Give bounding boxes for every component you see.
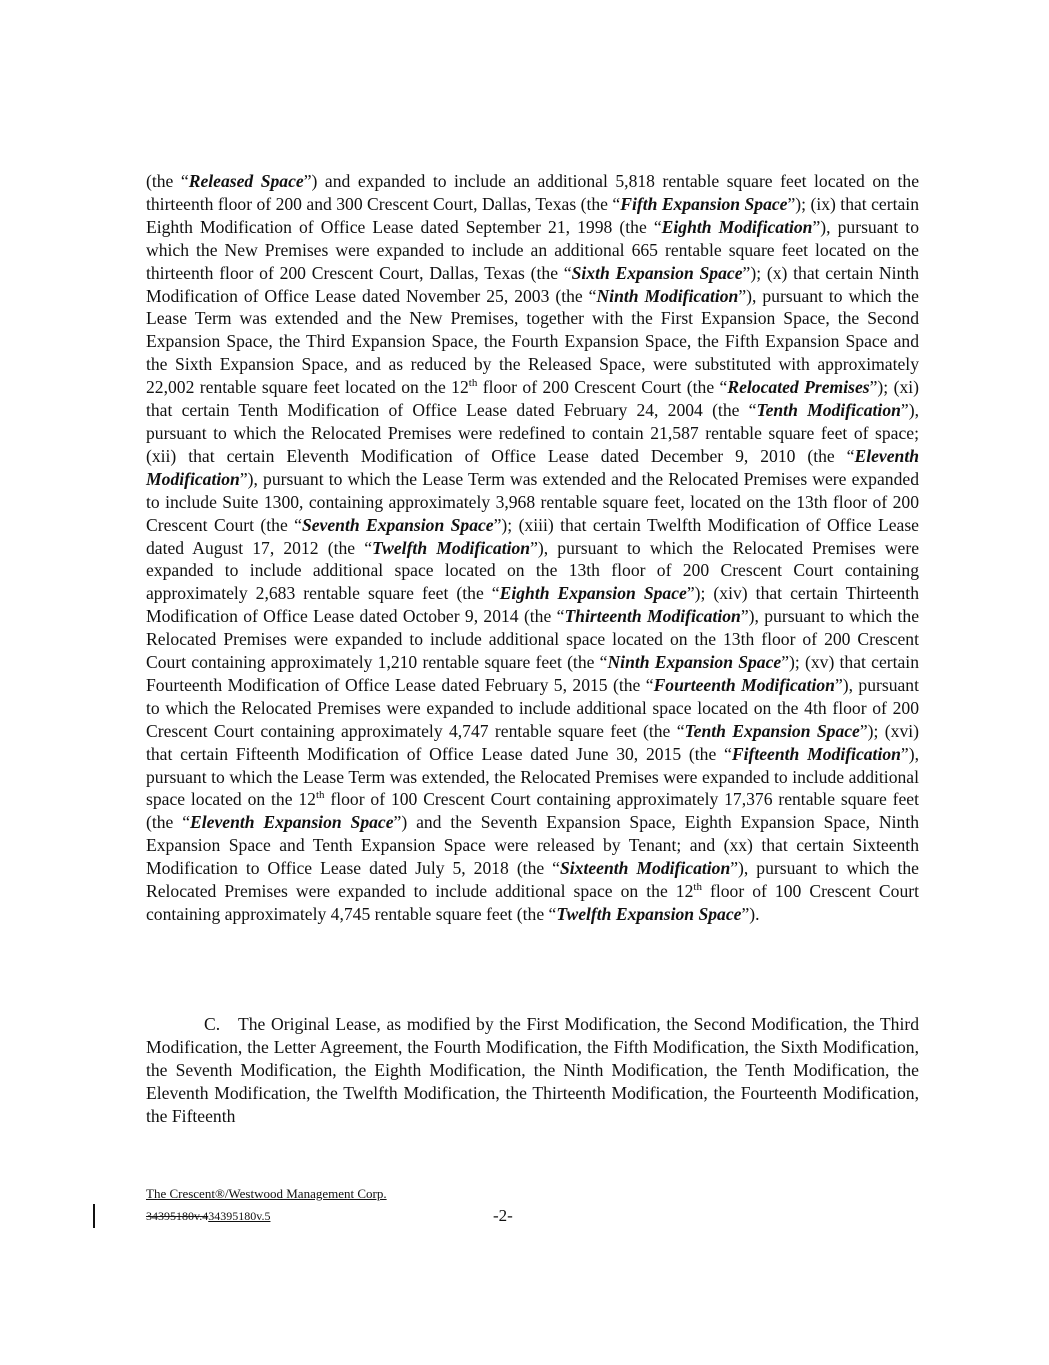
defined-term: Tenth Expansion Space bbox=[684, 720, 860, 741]
footer-document-number bbox=[146, 1209, 270, 1224]
text-run: floor of 100 Crescent Court containing approximately 17,376 rentable square feet (the “ bbox=[146, 789, 919, 833]
paragraph-c-text: The Original Lease, as modified by the First Modification, the Second Modification, the Third Modification, the Letter Agreement, the Fourth Modification, the Fifth Modification, the Sixth Modification, the Seventh Modification, the Eighth Modification, the Ninth Modification, the Tenth Modification, the Eleventh Modification, the Twelfth Modification, the Thirteenth Modification, the Fourteenth Modification, the Fifteenth bbox=[146, 1014, 919, 1126]
continued-paragraph bbox=[146, 170, 919, 926]
text-run: ”); (xiv) that certain Thirteenth Modification of Office Lease dated October 9, 2014 (the “ bbox=[146, 583, 919, 627]
text-run: ”), pursuant to which the Relocated Premises were expanded to include additional space located on the 13th floor of 200 Crescent Court containing approximately 1,210 rentable square feet (the “ bbox=[146, 606, 919, 673]
revision-change-bar bbox=[93, 1204, 95, 1228]
defined-term: Sixth Expansion Space bbox=[571, 262, 743, 283]
defined-term: Released Space bbox=[188, 171, 304, 191]
ordinal-suffix: th bbox=[315, 789, 325, 802]
text-run: ”); (xiii) that certain Twelfth Modification of Office Lease dated August 17, 2012 (the “ bbox=[146, 514, 919, 558]
text-run: ”), pursuant to which the Relocated Premises were redefined to contain 21,587 rentable square feet of space; (xii) that certain Eleventh Modification of Office Lease dated December 9, 2010 (the “ bbox=[146, 400, 919, 466]
paragraph-c-label: C. bbox=[204, 1014, 221, 1034]
defined-term: Eighth Modification bbox=[661, 216, 813, 237]
text-run: ”); (xv) that certain Fourteenth Modification of Office Lease dated February 5, 2015 (the “ bbox=[146, 652, 919, 695]
page-number: -2- bbox=[493, 1206, 513, 1225]
defined-term: Twelfth Modification bbox=[372, 537, 531, 558]
defined-term: Fifth Expansion Space bbox=[620, 193, 788, 214]
text-run: ”), pursuant to which the Lease Term was extended and the Relocated Premises were expanded to include Suite 1300, containing approximately 3,968 rentable square feet, located on the 13th floor of 200 Crescent Court (the “ bbox=[146, 468, 919, 535]
paragraph-c bbox=[146, 1013, 919, 1128]
defined-term: Eleventh Modification bbox=[146, 445, 919, 489]
defined-term: Fifteenth Modification bbox=[731, 743, 901, 764]
text-run: ”); (xi) that certain Tenth Modification of Office Lease dated February 24, 2004 (the “ bbox=[146, 377, 919, 421]
text-run: ”); (xvi) that certain Fifteenth Modification of Office Lease dated June 30, 2015 (the “ bbox=[146, 720, 919, 764]
doc-number-inserted: 34395180v.5 bbox=[208, 1209, 271, 1223]
defined-term: Ninth Expansion Space bbox=[607, 652, 782, 673]
text-run: ”), pursuant to which the Relocated Premises were expanded to include additional space located on the 13th floor of 200 Crescent Court containing approximately 2,683 rentable square feet (the “ bbox=[146, 537, 919, 604]
defined-term: Ninth Modification bbox=[596, 285, 739, 306]
text-run: floor of 100 Crescent Court containing approximately 4,745 rentable square feet (the “ bbox=[146, 881, 919, 924]
defined-term: Fourteenth Modification bbox=[653, 674, 835, 695]
text-run: ”); (x) that certain Ninth Modification of Office Lease dated November 25, 2003 (the “ bbox=[146, 262, 920, 306]
text-run: ”); (ix) that certain Eighth Modification of Office Lease dated September 21, 1998 (the “ bbox=[146, 193, 919, 237]
defined-term: Relocated Premises bbox=[727, 377, 870, 398]
defined-term: Thirteenth Modification bbox=[564, 606, 741, 627]
text-run: ”), pursuant to which the Relocated Premises were expanded to include additional space located on the 4th floor of 200 Crescent Court containing approximately 4,747 rentable square feet (the “ bbox=[146, 674, 919, 741]
text-run: ”), pursuant to which the New Premises were expanded to include an additional 665 rentable square feet located on the thirteenth floor of 200 Crescent Court, Dallas, Texas (the “ bbox=[146, 216, 919, 283]
text-run: ”), pursuant to which the Lease Term was extended, the Relocated Premises were expanded to include additional space located on the 12 bbox=[146, 743, 919, 810]
text-run: ”). bbox=[741, 904, 760, 924]
text-run: (the “ bbox=[146, 171, 189, 191]
defined-term: Eleventh Expansion Space bbox=[190, 812, 394, 833]
text-run: ”) and the Seventh Expansion Space, Eighth Expansion Space, Ninth Expansion Space and Tenth Expansion Space were released by Tenant; and (xx) that certain Sixteenth Modification to Office Lease dated July 5, 2018 (the “ bbox=[146, 812, 920, 879]
text-run: ”) and expanded to include an additional 5,818 rentable square feet located on the thirteenth floor of 200 and 300 Crescent Court, Dallas, Texas (the “ bbox=[146, 171, 919, 214]
text-run: ”), pursuant to which the Lease Term was extended and the New Premises, together with the First Expansion Space, the Second Expansion Space, the Third Expansion Space, the Fourth Expansion Space, the Fifth Expansion Space and the Sixth Expansion Space, and as reduced by the Released Space, were substituted with approximately 22,002 rentable square feet located on the 12 bbox=[146, 285, 919, 398]
ordinal-suffix: th bbox=[693, 881, 702, 894]
text-run: floor of 200 Crescent Court (the “ bbox=[477, 377, 728, 398]
defined-term: Eighth Expansion Space bbox=[499, 583, 687, 604]
defined-term: Sixteenth Modification bbox=[559, 858, 731, 879]
ordinal-suffix: th bbox=[468, 377, 478, 390]
doc-number-deleted: 34395180v.4 bbox=[146, 1209, 209, 1223]
text-run: ”), pursuant to which the Relocated Premises were expanded to include additional space on the 12 bbox=[146, 858, 919, 902]
defined-term: Twelfth Expansion Space bbox=[556, 904, 742, 924]
footer-company-name: The Crescent®/Westwood Management Corp. bbox=[146, 1186, 387, 1201]
defined-term: Seventh Expansion Space bbox=[301, 514, 494, 535]
defined-term: Tenth Modification bbox=[756, 400, 901, 421]
